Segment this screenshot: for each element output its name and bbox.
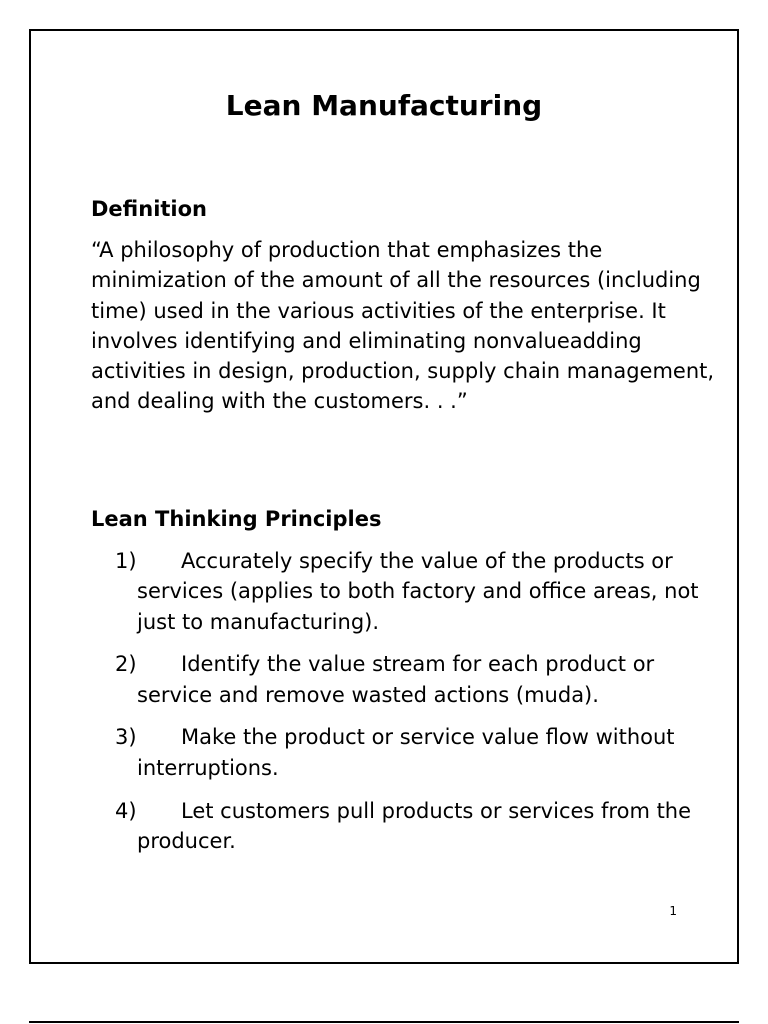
principle-number: 3): [115, 725, 137, 750]
principles-heading: Lean Thinking Principles: [91, 507, 382, 531]
principle-text: Accurately specify the value of the products or services (applies to both factory and office areas, not just to manufacturing).: [137, 549, 699, 634]
principle-item: [115, 649, 735, 710]
definition-heading: Definition: [91, 197, 208, 221]
principle-number: 1): [115, 549, 137, 573]
principle-item: [115, 796, 735, 857]
page-frame: [29, 29, 739, 964]
principles-list: [115, 546, 735, 869]
principle-text: Make the product or service value flow without interruptions.: [137, 725, 675, 780]
principle-number: 2): [115, 652, 137, 677]
page-number: 1: [669, 904, 677, 918]
principle-text: Identify the value stream for each product or service and remove wasted actions (muda).: [137, 652, 655, 707]
next-page-border: [29, 1021, 739, 1023]
principle-item: [115, 722, 735, 783]
definition-text: “A philosophy of production that emphasizes the minimization of the amount of all the resources (including time) used in the various activities of the enterprise. It involves identifying and eliminating nonvalueadding activities in design, production, supply chain management, and dealing with the customers. . .”: [91, 238, 715, 414]
page-title: Lean Manufacturing: [225, 89, 543, 122]
principle-text: Let customers pull products or services from the producer.: [137, 798, 692, 853]
principle-number: 4): [115, 798, 137, 823]
principle-item: [115, 546, 735, 637]
